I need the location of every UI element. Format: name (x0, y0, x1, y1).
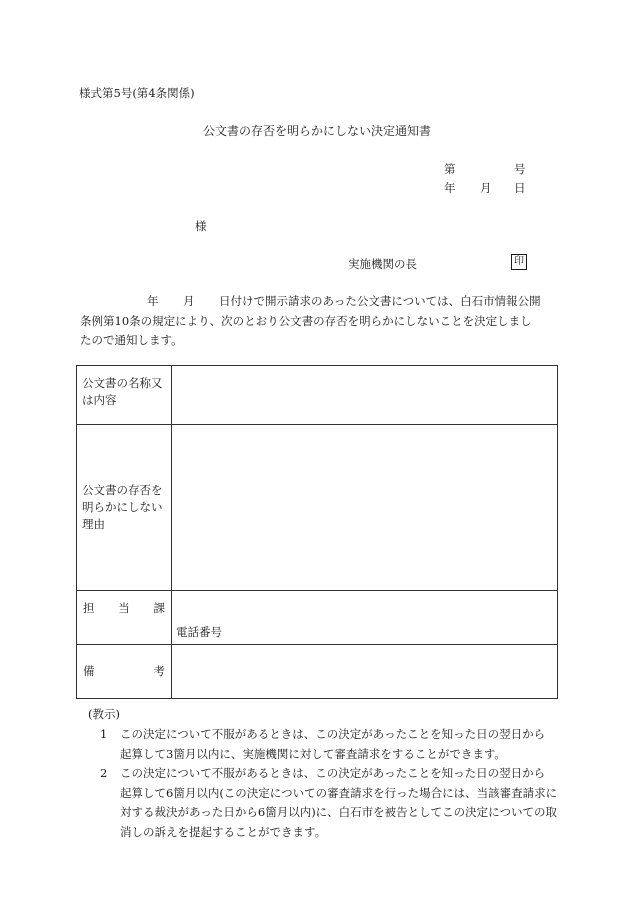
instruction-line: 起算して3箇月以内に、実施機関に対して審査請求をすることができます。 (120, 746, 506, 761)
document-name-header (77, 366, 172, 424)
phone-label: 電話番号 (176, 625, 222, 639)
document-name-header-line-2: は内容 (82, 393, 117, 407)
date-year-label: 年 (444, 181, 456, 195)
department-header-char-1: 担 (83, 601, 95, 615)
instructions-heading: (教示) (88, 707, 120, 721)
notice-body (80, 292, 550, 351)
instruction-item (100, 764, 558, 842)
remarks-header-char-1: 備 (83, 664, 95, 678)
department-row (77, 590, 557, 644)
reason-header-line-3: 理由 (82, 517, 105, 531)
document-name-row (77, 366, 557, 424)
instruction-line: この決定について不服があるときは、この決定があったことを知った日の翌日から (120, 727, 546, 741)
body-line-2: 条例第10条の規定により、次のとおり公文書の存否を明らかにしないことを決定しまし (80, 313, 532, 328)
remarks-header (77, 645, 172, 698)
instruction-line: この決定について不服があるときは、この決定があったことを知った日の翌日から (120, 766, 546, 780)
document-title: 公文書の存否を明らかにしない決定通知書 (203, 124, 432, 138)
date-day-label: 日 (514, 181, 526, 195)
remarks-field[interactable] (172, 645, 557, 698)
body-line-1 (80, 292, 550, 312)
department-header-char-3: 課 (153, 601, 165, 615)
body-month-label: 月 (183, 294, 195, 308)
reason-row (77, 424, 557, 590)
reason-header-line-2: 明らかにしない (82, 500, 163, 514)
document-name-header-line-1: 公文書の名称又 (82, 376, 163, 390)
body-year-label: 年 (147, 294, 159, 308)
number-prefix: 第 (444, 162, 456, 176)
addressee-suffix: 様 (195, 219, 207, 233)
body-line-1-text: 日付けで開示請求のあった公文書については、白石市情報公開 (219, 294, 541, 308)
department-header (77, 591, 172, 644)
form-table (76, 365, 558, 699)
reason-field[interactable] (172, 425, 557, 590)
reason-header (77, 425, 172, 590)
date-month-label: 月 (480, 181, 492, 195)
instruction-number: 2 (100, 766, 108, 780)
remarks-header-char-2: 考 (153, 664, 165, 678)
remarks-row (77, 644, 557, 698)
instruction-item (100, 725, 555, 764)
reason-header-line-1: 公文書の存否を (82, 483, 163, 497)
document-name-field[interactable] (172, 366, 557, 424)
issuer-title: 実施機関の長 (348, 257, 417, 271)
form-label: 様式第5号(第4条関係) (79, 86, 195, 100)
instruction-line: 消しの訴えを提起することができます。 (120, 824, 327, 839)
number-suffix: 号 (514, 162, 526, 176)
department-header-char-2: 当 (118, 601, 130, 615)
instruction-line: 対する裁決があった日から6箇月以内)に、白石市を被告としてこの決定についての取 (120, 805, 557, 819)
department-field[interactable] (172, 591, 557, 644)
instruction-number: 1 (100, 727, 108, 741)
instruction-line: 起算して6箇月以内(この決定についての審査請求を行った場合には、当該審査請求に (120, 785, 558, 800)
body-line-3: たので通知します。 (80, 333, 183, 347)
seal-mark: 印 (511, 254, 527, 270)
